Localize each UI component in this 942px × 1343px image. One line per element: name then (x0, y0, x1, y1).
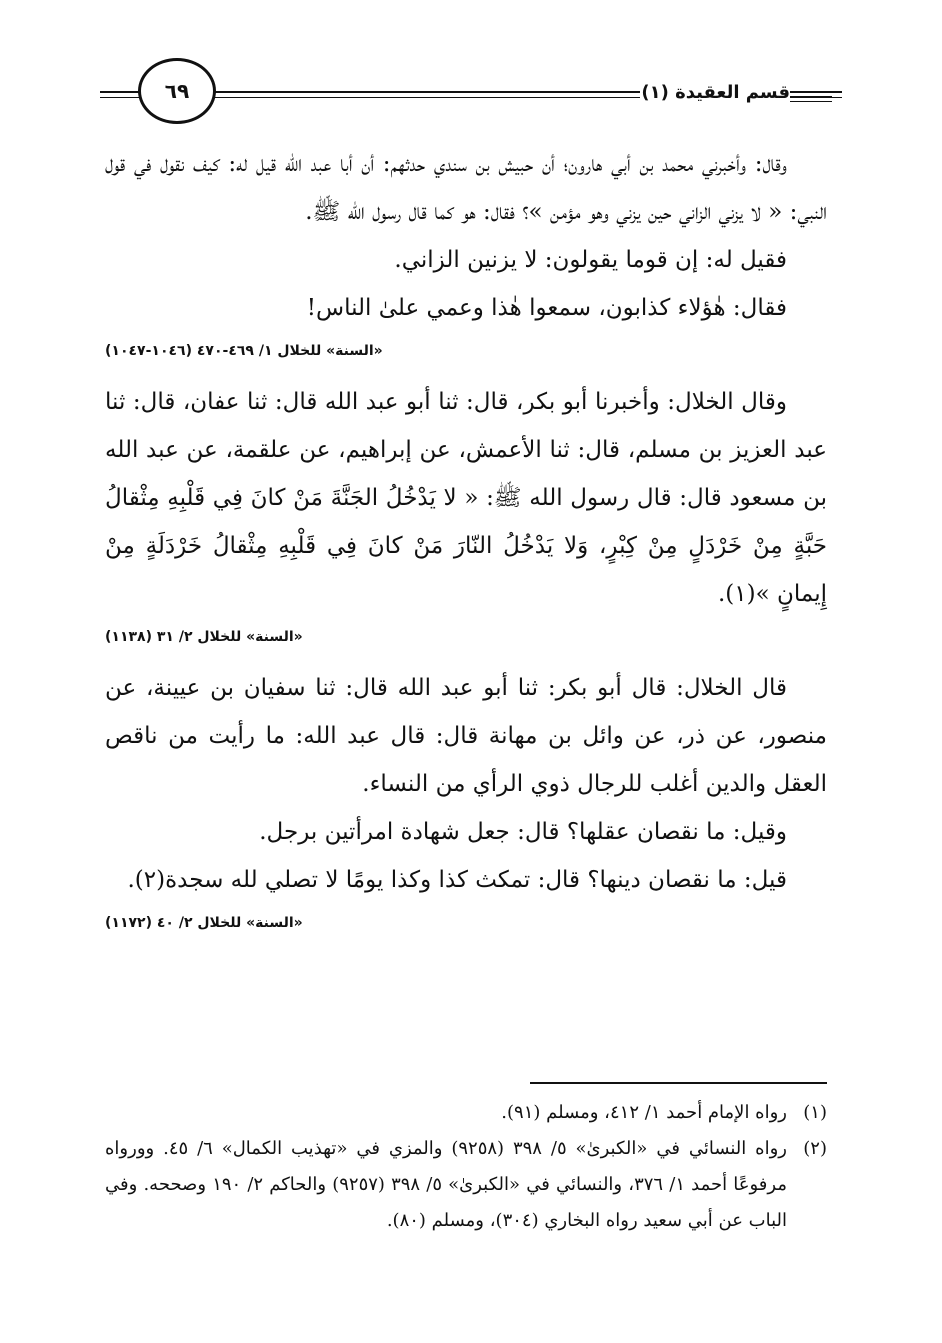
source-reference: «السنة» للخلال ١/ ٤٦٩-٤٧٠ (١٠٤٦-١٠٤٧) (105, 343, 383, 359)
footnote-text: رواه النسائي في «الكبرىٰ» ٥/ ٣٩٨ (٩٢٥٨) والمزي في «تهذيب الكمال» ٦/ ٤٥. وورواه مرفوعًا أحمد ١/ ٣٧٦، والنسائي في «الكبرىٰ» ٥/ ٣٩٨ (٩٢٥٧) والحاكم ٢/ ١٩٠ وصححه. وفي الباب عن أبي سعيد رواه البخاري (٣٠٤)، ومسلم (٨٠). (105, 1138, 787, 1231)
footnote-rule (530, 1082, 827, 1084)
footnote-number: (١) (803, 1102, 827, 1123)
source-reference: «السنة» للخلال ٢/ ٤٠ (١١٧٢) (105, 915, 303, 931)
header-rule (100, 97, 140, 98)
header-rule (100, 91, 140, 93)
main-text (105, 140, 827, 950)
footnote-number: (٢) (803, 1138, 827, 1159)
paragraph: قيل: ما نقصان دينها؟ قال: تمكث كذا وكذا يومًا لا تصلي لله سجدة(٢). (127, 867, 787, 893)
paragraph: قال الخلال: قال أبو بكر: ثنا أبو عبد الله قال: ثنا سفيان بن عيينة، عن منصور، عن ذر، عن وائل بن مهانة قال: قال عبد الله: ما رأيت من ناقص العقل والدين أغلب للرجال ذوي الرأي من النساء. (105, 675, 827, 797)
section-title: قسم العقيدة (١) (641, 82, 790, 103)
footnote-text: رواه الإمام أحمد ١/ ٤١٢، ومسلم (٩١). (501, 1102, 787, 1123)
header-rule (790, 96, 832, 98)
header-rule (790, 101, 832, 102)
source-reference: «السنة» للخلال ٢/ ٣١ (١١٣٨) (105, 629, 303, 645)
paragraph: فقيل له: إن قوما يقولون: لا يزنين الزاني. (394, 247, 787, 273)
footnotes (105, 1095, 827, 1239)
footnote (105, 1095, 827, 1131)
page-number: ٦٩ (138, 58, 216, 124)
paragraph: وقيل: ما نقصان عقلها؟ قال: جعل شهادة امرأتين برجل. (259, 819, 787, 845)
footnote (105, 1131, 827, 1239)
paragraph: وقال: وأخبرني محمد بن أبي هارون؛ أن حبيش بن سندي حدثهم: أن أبا عبد الله قيل له: كيف نقول في قول النبي: « لا يزني الزاني حين يزني وهو مؤمن »؟ فقال: هو كما قال رسول الله ﷺ. (105, 151, 827, 225)
paragraph: فقال: هٰؤلاء كذابون، سمعوا هٰذا وعمي علىٰ الناس! (306, 295, 787, 321)
paragraph: وقال الخلال: وأخبرنا أبو بكر، قال: ثنا أبو عبد الله قال: ثنا عفان، قال: ثنا عبد العزيز بن مسلم، قال: ثنا الأعمش، عن إبراهيم، عن علقمة، عن عبد الله بن مسعود قال: قال رسول الله ﷺ: « لا يَدْخُلُ الجَنَّةَ مَنْ كانَ فِي قَلْبِهِ مِثْقالُ حَبَّةٍ مِنْ خَرْدَلٍ مِنْ كِبْرٍ، وَلا يَدْخُلُ النّارَ مَنْ كانَ فِي قَلْبِهِ مِثْقالُ خَرْدَلَةٍ مِنْ إِيمانٍ »(١). (105, 389, 827, 607)
